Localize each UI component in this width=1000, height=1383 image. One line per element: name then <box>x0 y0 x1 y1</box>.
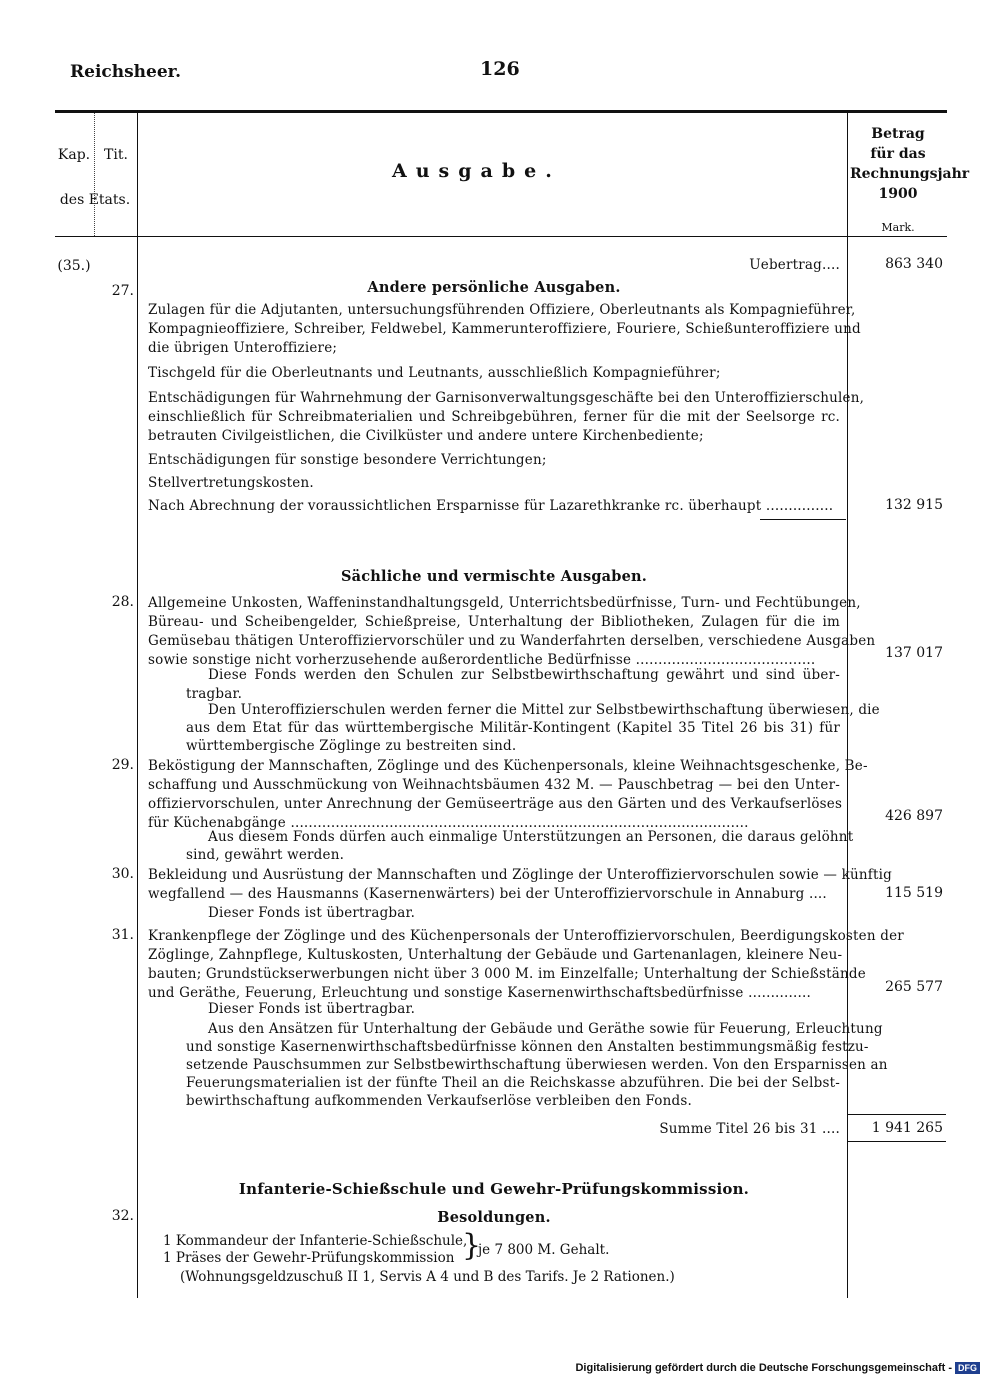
section-heading-material: Sächliche und vermischte Ausgaben. <box>340 568 648 585</box>
head-rule <box>55 236 947 237</box>
dfg-logo-icon: DFG <box>955 1362 980 1374</box>
amount-28: 137 017 <box>885 645 943 661</box>
summe-label: Summe Titel 26 bis 31 .... <box>659 1121 840 1137</box>
t28-line: Allgemeine Unkosten, Waffeninstandhaltungsgeld, Unterrichtsbedürfnisse, Turn- und Fechtübungen, <box>148 595 861 611</box>
t31-line: bauten; Grundstückserwerbungen nicht über 3 000 M. im Einzelfalle; Unterhaltung der Schießstände <box>148 966 866 982</box>
titel-28: 28. <box>111 594 134 610</box>
t27-line: Tischgeld für die Oberleutnants und Leutnants, ausschließlich Kompagnieführer; <box>148 365 721 381</box>
t32-line: 1 Kommandeur der Infanterie-Schießschule, <box>163 1233 468 1249</box>
t32-salary: je 7 800 M. Gehalt. <box>478 1242 610 1258</box>
t31-note: Aus den Ansätzen für Unterhaltung der Gebäude und Geräthe sowie für Feuerung, Erleuchtung <box>208 1021 883 1037</box>
header-rule <box>55 110 947 113</box>
head-betrag-line2: für das <box>870 146 926 162</box>
t29-line: Beköstigung der Mannschaften, Zöglinge und des Küchenpersonals, kleine Weihnachtsgeschenke, Be- <box>148 758 868 774</box>
head-betrag-line3: Rechnungsjahr <box>850 166 970 182</box>
running-head-section: Reichsheer. <box>70 62 181 82</box>
digitization-credit-text: Digitalisierung gefördert durch die Deutsche Forschungsgemeinschaft - <box>575 1362 952 1374</box>
sum-rule-bottom <box>848 1141 946 1142</box>
t27-line: Kompagnieoffiziere, Schreiber, Feldwebel, Kammerunteroffiziere, Fouriere, Schießunteroffiziere und <box>148 321 861 337</box>
t29-note: Aus diesem Fonds dürfen auch einmalige Unterstützungen an Personen, die daraus gelöhnt <box>208 829 854 845</box>
column-divider-kap-tit <box>94 113 95 236</box>
t28-note: tragbar. <box>186 686 243 702</box>
head-betrag <box>850 124 970 204</box>
head-des-etats: des Etats. <box>59 192 131 208</box>
head-kap: Kap. <box>57 147 91 163</box>
t28-line: Büreau- und Scheibengelder, Schießpreise, Unterhaltung der Bibliotheken, Zulagen für die im <box>148 614 840 630</box>
titel-31: 31. <box>111 927 134 943</box>
kap-number: (35.) <box>57 258 91 274</box>
summe-amount: 1 941 265 <box>871 1120 943 1136</box>
amount-31: 265 577 <box>885 979 943 995</box>
column-title-ausgabe: Ausgabe. <box>392 160 561 182</box>
section-subheading-besoldungen: Besoldungen. <box>437 1209 551 1226</box>
t31-note: Feuerungsmaterialien ist der fünfte Theil an die Reichskasse abzuführen. Die bei der Selbst- <box>186 1075 840 1091</box>
t28-note: Diese Fonds werden den Schulen zur Selbstbewirthschaftung gewährt und sind über- <box>208 667 840 683</box>
sum-rule-top <box>848 1114 946 1115</box>
titel-29: 29. <box>111 757 134 773</box>
section-heading-personal: Andere persönliche Ausgaben. <box>367 279 621 296</box>
t32-note: (Wohnungsgeldzuschuß II 1, Servis A 4 und B des Tarifs. Je 2 Rationen.) <box>180 1269 675 1285</box>
amount-29: 426 897 <box>885 808 943 824</box>
head-tit: Tit. <box>104 147 128 163</box>
t31-note: bewirthschaftung aufkommenden Verkaufserlöse verbleiben den Fonds. <box>186 1093 692 1109</box>
titel-32: 32. <box>111 1208 134 1224</box>
t31-note: Dieser Fonds ist übertragbar. <box>208 1001 416 1017</box>
titel-30: 30. <box>111 866 134 882</box>
t27-line: einschließlich für Schreibmaterialien und Schreibgebühren, ferner für die mit der Seelsorge rc. <box>148 409 840 425</box>
uebertrag-label: Uebertrag.... <box>749 257 840 273</box>
t27-line: Nach Abrechnung der voraussichtlichen Ersparnisse für Lazarethkranke rc. überhaupt ............... <box>148 498 834 514</box>
column-divider-left <box>137 113 138 1298</box>
page-number: 126 <box>480 58 520 80</box>
subtotal-rule <box>760 519 846 520</box>
uebertrag-amount: 863 340 <box>885 256 943 272</box>
t29-line: für Küchenabgänge ...................................................................................................... <box>148 815 749 831</box>
digitization-credit <box>575 1362 980 1374</box>
t32-line: 1 Präses der Gewehr-Prüfungskommission <box>163 1250 455 1266</box>
t31-note: und sonstige Kasernenwirthschaftsbedürfnisse können den Anstalten bestimmungsmäßig festzu- <box>186 1039 869 1055</box>
t28-line: sowie sonstige nicht vorherzusehende außerordentliche Bedürfnisse ........................................ <box>148 652 816 668</box>
t31-line: Zöglinge, Zahnpflege, Kultuskosten, Unterhaltung der Gebäude und Gartenanlagen, kleinere Neu- <box>148 947 843 963</box>
head-betrag-line1: Betrag <box>871 126 925 142</box>
titel-27: 27. <box>111 283 134 299</box>
t29-line: offiziervorschulen, unter Anrechnung der Gemüseerträge aus den Gärten und des Verkaufserlöses <box>148 796 843 812</box>
t29-note: sind, gewährt werden. <box>186 847 345 863</box>
t30-line: wegfallend — des Hausmanns (Kasernenwärters) bei der Unteroffiziervorschule in Annaburg .... <box>148 886 827 902</box>
t28-line: Gemüsebau thätigen Unteroffiziervorschüler und zu Wanderfahrten derselben, verschiedene Ausgaben <box>148 633 876 649</box>
t27-line: Stellvertretungskosten. <box>148 475 314 491</box>
t27-line: Entschädigungen für Wahrnehmung der Garnisonverwaltungsgeschäfte bei den Unteroffizierschulen, <box>148 390 865 406</box>
t30-note: Dieser Fonds ist übertragbar. <box>208 905 416 921</box>
t30-line: Bekleidung und Ausrüstung der Mannschaften und Zöglinge der Unteroffiziervorschulen sowie — künftig <box>148 867 892 883</box>
t28-note: aus dem Etat für das württembergische Militär-Kontingent (Kapitel 35 Titel 26 bis 31) für <box>186 720 840 736</box>
brace-glyph: } <box>462 1228 482 1263</box>
head-betrag-line4: 1900 <box>878 186 918 202</box>
t27-line: die übrigen Unteroffiziere; <box>148 340 338 356</box>
amount-30: 115 519 <box>885 885 943 901</box>
head-mark: Mark. <box>881 221 915 234</box>
section-heading-schiessschule: Infanterie-Schießschule und Gewehr-Prüfungskommission. <box>238 1180 750 1198</box>
t31-line: Krankenpflege der Zöglinge und des Küchenpersonals der Unteroffiziervorschulen, Beerdigungskosten der <box>148 928 904 944</box>
t27-line: Zulagen für die Adjutanten, untersuchungsführenden Offiziere, Oberleutnants als Kompagnieführer, <box>148 302 856 318</box>
t29-line: schaffung und Ausschmückung von Weihnachtsbäumen 432 M. — Pauschbetrag — bei den Unter- <box>148 777 840 793</box>
amount-27: 132 915 <box>885 497 943 513</box>
t31-line: und Geräthe, Feuerung, Erleuchtung und sonstige Kasernenwirthschaftsbedürfnisse .............. <box>148 985 811 1001</box>
t27-line: Entschädigungen für sonstige besondere Verrichtungen; <box>148 452 547 468</box>
t28-note: Den Unteroffizierschulen werden ferner die Mittel zur Selbstbewirthschaftung überwiesen, die <box>208 702 880 718</box>
t28-note: württembergische Zöglinge zu bestreiten sind. <box>186 738 517 754</box>
t31-note: setzende Pauschsummen zur Selbstbewirthschaftung überwiesen werden. Von den Ersparnissen an <box>186 1057 888 1073</box>
t27-line: betrauten Civilgeistlichen, die Civilküster und andere untere Kirchenbediente; <box>148 428 704 444</box>
